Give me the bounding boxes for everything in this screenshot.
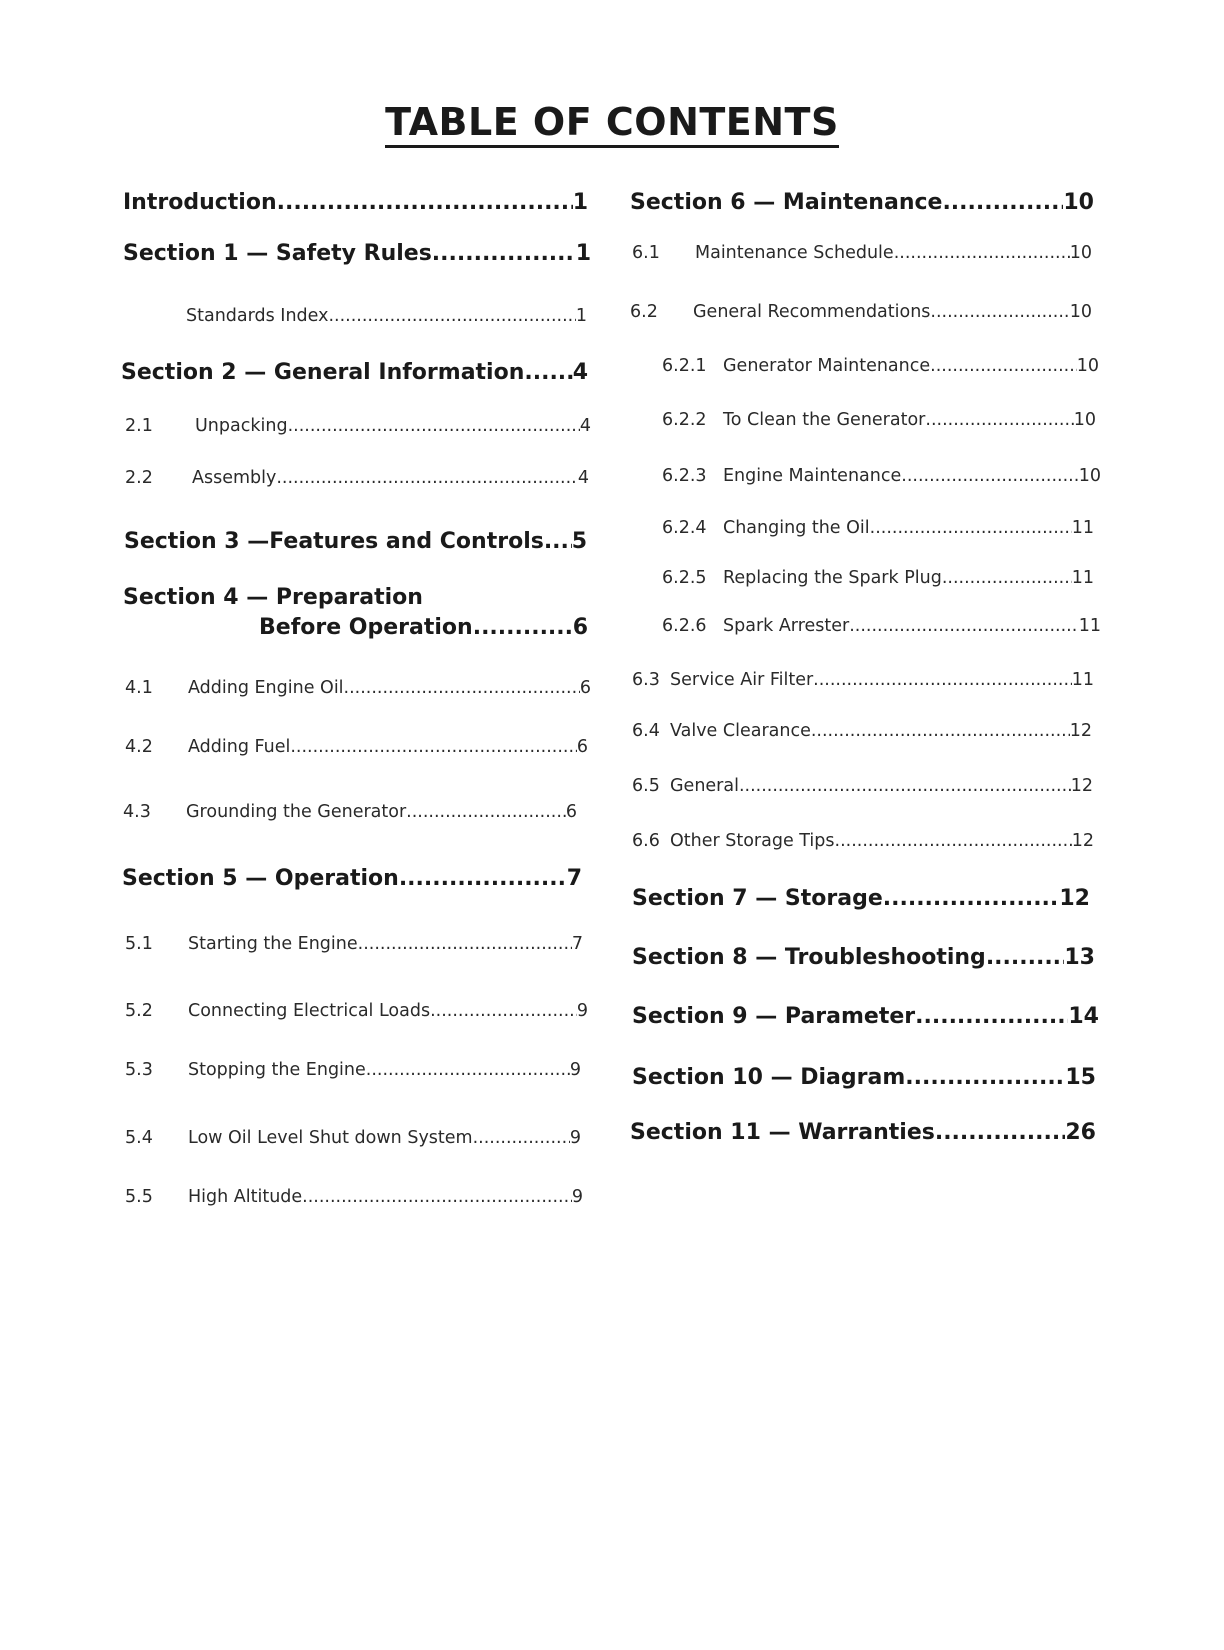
entry-page: 11 bbox=[1071, 568, 1094, 588]
entry-page: 9 bbox=[571, 1187, 583, 1207]
page-title-text: TABLE OF CONTENTS bbox=[385, 100, 839, 148]
entry-label: Stopping the Engine bbox=[188, 1060, 366, 1080]
entry-page: 13 bbox=[1064, 945, 1095, 970]
entry-label: General bbox=[670, 776, 739, 796]
entry-label: Section 5 — Operation bbox=[122, 866, 399, 891]
toc-entry-4-3[interactable] bbox=[123, 802, 577, 822]
entry-page: 1 bbox=[575, 306, 587, 326]
entry-label: Low Oil Level Shut down System bbox=[188, 1128, 473, 1148]
entry-number: 2.2 bbox=[125, 468, 153, 488]
entry-number: 2.1 bbox=[125, 416, 153, 436]
entry-number: 6.2.1 bbox=[662, 356, 707, 376]
toc-entry-5-5[interactable] bbox=[125, 1187, 583, 1207]
entry-page: 12 bbox=[1071, 831, 1094, 851]
entry-label: Grounding the Generator bbox=[186, 802, 407, 822]
toc-entry-6-5[interactable] bbox=[632, 776, 1093, 796]
toc-entry-section-9[interactable] bbox=[632, 1004, 1099, 1029]
entry-label: Replacing the Spark Plug bbox=[723, 568, 942, 588]
entry-label: Adding Engine Oil bbox=[188, 678, 344, 698]
entry-label: Spark Arrester bbox=[723, 616, 850, 636]
entry-page: 10 bbox=[1073, 410, 1096, 430]
toc-entry-2-2[interactable] bbox=[125, 468, 589, 488]
toc-entry-introduction[interactable] bbox=[123, 190, 588, 215]
entry-number: 4.3 bbox=[123, 802, 151, 822]
toc-entry-section-4[interactable] bbox=[123, 585, 588, 640]
entry-number: 5.4 bbox=[125, 1128, 153, 1148]
entry-label: Section 2 — General Information bbox=[121, 360, 525, 385]
toc-entry-4-2[interactable] bbox=[125, 737, 588, 757]
entry-number: 6.6 bbox=[632, 831, 660, 851]
entry-page: 12 bbox=[1069, 721, 1092, 741]
entry-label: Section 1 — Safety Rules bbox=[123, 241, 432, 266]
entry-label: Connecting Electrical Loads bbox=[188, 1001, 431, 1021]
toc-entry-section-5[interactable] bbox=[122, 866, 582, 891]
entry-page: 10 bbox=[1063, 190, 1094, 215]
toc-entry-section-10[interactable] bbox=[632, 1065, 1096, 1090]
page-title bbox=[0, 100, 1224, 148]
entry-label: Engine Maintenance bbox=[723, 466, 902, 486]
entry-number: 6.4 bbox=[632, 721, 660, 741]
entry-page: 9 bbox=[569, 1060, 581, 1080]
entry-number: 4.1 bbox=[125, 678, 153, 698]
entry-number: 5.2 bbox=[125, 1001, 153, 1021]
toc-entry-5-4[interactable] bbox=[125, 1128, 581, 1148]
entry-label: Section 3 —Features and Controls bbox=[124, 529, 544, 554]
entry-page: 5 bbox=[571, 529, 587, 554]
entry-label: Section 9 — Parameter bbox=[632, 1004, 916, 1029]
entry-number: 5.3 bbox=[125, 1060, 153, 1080]
entry-number: 6.2.4 bbox=[662, 518, 707, 538]
entry-page: 9 bbox=[576, 1001, 588, 1021]
entry-page: 6 bbox=[576, 737, 588, 757]
entry-label: Generator Maintenance bbox=[723, 356, 931, 376]
toc-entry-6-6[interactable] bbox=[632, 831, 1094, 851]
entry-number: 5.1 bbox=[125, 934, 153, 954]
entry-label: Adding Fuel bbox=[188, 737, 291, 757]
toc-entry-5-2[interactable] bbox=[125, 1001, 588, 1021]
entry-label: Section 6 — Maintenance bbox=[630, 190, 943, 215]
toc-entry-6-2-6[interactable] bbox=[662, 616, 1101, 636]
entry-page: 10 bbox=[1076, 356, 1099, 376]
entry-page: 4 bbox=[577, 468, 589, 488]
entry-page: 11 bbox=[1071, 670, 1094, 690]
toc-entry-6-2-4[interactable] bbox=[662, 518, 1094, 538]
toc-entry-4-1[interactable] bbox=[125, 678, 591, 698]
entry-page: 6 bbox=[572, 615, 588, 640]
entry-number: 6.2.2 bbox=[662, 410, 707, 430]
entry-page: 1 bbox=[575, 241, 591, 266]
entry-number: 6.3 bbox=[632, 670, 660, 690]
entry-label: Maintenance Schedule bbox=[695, 243, 894, 263]
toc-entry-section-6[interactable] bbox=[630, 190, 1094, 215]
entry-number: 5.5 bbox=[125, 1187, 153, 1207]
toc-entry-6-2-1[interactable] bbox=[662, 356, 1099, 376]
entry-label: Valve Clearance bbox=[670, 721, 811, 741]
entry-page: 7 bbox=[566, 866, 582, 891]
entry-number: 6.2 bbox=[630, 302, 658, 322]
entry-line-2 bbox=[259, 615, 588, 640]
entry-label-line-1: Section 4 — Preparation bbox=[123, 585, 423, 610]
entry-number: 6.2.5 bbox=[662, 568, 707, 588]
entry-label: General Recommendations bbox=[693, 302, 931, 322]
entry-label: Other Storage Tips bbox=[670, 831, 835, 851]
toc-entry-6-2-2[interactable] bbox=[662, 410, 1096, 430]
entry-page: 11 bbox=[1071, 518, 1094, 538]
entry-page: 14 bbox=[1068, 1004, 1099, 1029]
entry-page: 9 bbox=[569, 1128, 581, 1148]
toc-entry-6-3[interactable] bbox=[632, 670, 1094, 690]
entry-page: 10 bbox=[1069, 302, 1092, 322]
entry-number: 6.2.6 bbox=[662, 616, 707, 636]
toc-entry-section-3[interactable] bbox=[124, 529, 587, 554]
entry-page: 11 bbox=[1078, 616, 1101, 636]
entry-label: To Clean the Generator bbox=[723, 410, 926, 430]
entry-page: 6 bbox=[565, 802, 577, 822]
entry-page: 12 bbox=[1070, 776, 1093, 796]
entry-label: Section 11 — Warranties bbox=[630, 1120, 935, 1145]
entry-label: Starting the Engine bbox=[188, 934, 358, 954]
toc-entry-standards-index[interactable] bbox=[186, 306, 587, 326]
toc-entry-section-8[interactable] bbox=[632, 945, 1095, 970]
entry-label: Section 10 — Diagram bbox=[632, 1065, 906, 1090]
entry-label-line-2: Before Operation bbox=[259, 615, 473, 640]
entry-number: 6.5 bbox=[632, 776, 660, 796]
toc-entry-6-1[interactable] bbox=[632, 243, 1092, 263]
entry-page: 7 bbox=[571, 934, 583, 954]
entry-label: Standards Index bbox=[186, 306, 329, 326]
entry-number: 6.2.3 bbox=[662, 466, 707, 486]
entry-label: Introduction bbox=[123, 190, 277, 215]
entry-page: 15 bbox=[1065, 1065, 1096, 1090]
entry-number: 6.1 bbox=[632, 243, 660, 263]
entry-page: 12 bbox=[1059, 886, 1090, 911]
entry-page: 4 bbox=[579, 416, 591, 436]
entry-label: Section 7 — Storage bbox=[632, 886, 883, 911]
entry-label: Unpacking bbox=[195, 416, 288, 436]
entry-page: 10 bbox=[1069, 243, 1092, 263]
entry-label: Changing the Oil bbox=[723, 518, 870, 538]
entry-page: 10 bbox=[1078, 466, 1101, 486]
toc-entry-6-2-5[interactable] bbox=[662, 568, 1094, 588]
toc-entry-section-11[interactable] bbox=[630, 1120, 1096, 1145]
toc-entry-6-2[interactable] bbox=[630, 302, 1092, 322]
entry-label: Section 8 — Troubleshooting bbox=[632, 945, 986, 970]
toc-entry-section-1[interactable] bbox=[123, 241, 591, 266]
toc-entry-section-7[interactable] bbox=[632, 886, 1090, 911]
entry-label: Service Air Filter bbox=[670, 670, 814, 690]
toc-entry-5-1[interactable] bbox=[125, 934, 583, 954]
toc-entry-6-2-3[interactable] bbox=[662, 466, 1101, 486]
entry-label: High Altitude bbox=[188, 1187, 303, 1207]
entry-page: 6 bbox=[579, 678, 591, 698]
toc-entry-6-4[interactable] bbox=[632, 721, 1092, 741]
entry-page: 26 bbox=[1065, 1120, 1096, 1145]
entry-label: Assembly bbox=[192, 468, 277, 488]
toc-entry-section-2[interactable] bbox=[121, 360, 588, 385]
toc-entry-2-1[interactable] bbox=[125, 416, 591, 436]
entry-page: 4 bbox=[572, 360, 588, 385]
toc-entry-5-3[interactable] bbox=[125, 1060, 581, 1080]
entry-number: 4.2 bbox=[125, 737, 153, 757]
entry-page: 1 bbox=[572, 190, 588, 215]
